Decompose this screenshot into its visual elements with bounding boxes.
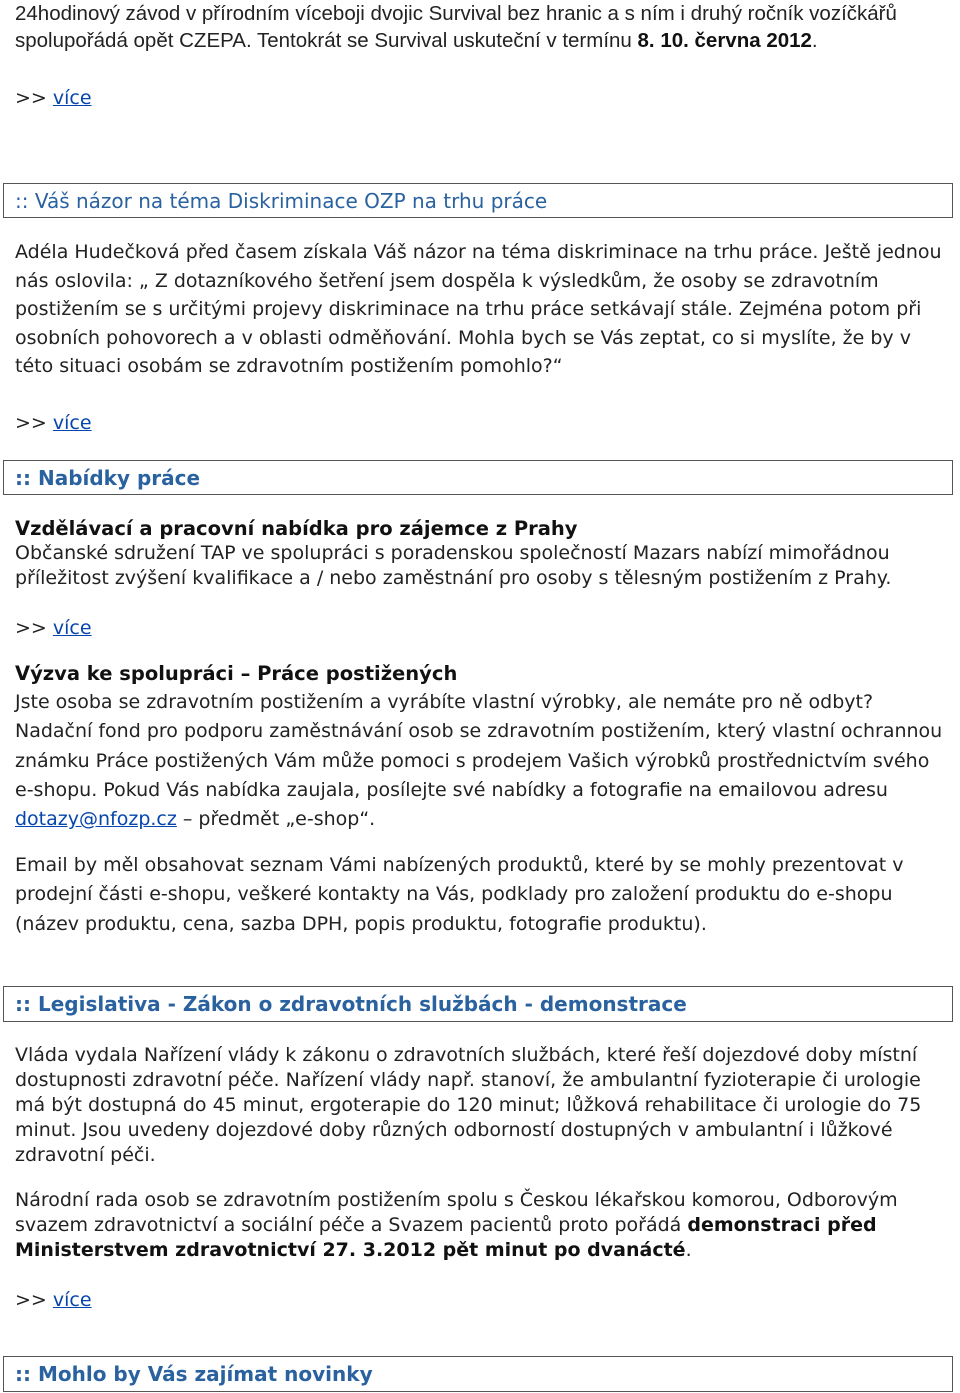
section-header-legislation: [3, 986, 953, 1022]
email-link[interactable]: dotazy@nfozp.cz: [15, 808, 177, 831]
intro-text-end: .: [811, 29, 818, 52]
legislation-paragraph1: Vláda vydala Nařízení vlády k zákonu o zdravotních službách, které řeší dojezdové doby místní dostupnosti zdravotní péče. Nařízení vlády např. stanoví, že ambulantní fyzioterapie či urologie má být dostupná do 45 minut, ergoterapie do 120 minut; lůžková rehabilitace či urologie do 75 minut. Jsou uvedeny dojezdové doby různých odborností dostupných v ambulantní i lůžkové zdravotní péči.: [15, 1044, 922, 1166]
section-header-jobs-text: :: Nabídky práce: [15, 465, 201, 490]
opinion-paragraph: Adéla Hudečková před časem získala Váš názor na téma diskriminace na trhu práce. Ještě jednou nás oslovila: „ Z dotazníkového šetření jsem dospěla k výsledkům, že osoby se zdravotním postižením se s určitými projevy diskriminace na trhu práce setkávají stále. Zejména potom při osobních pohovorech a v oblasti odměňování. Mohla bych se Vás zeptat, co si myslíte, že by v této situaci osobám se zdravotním postižením pomohlo?“: [15, 241, 942, 377]
job2-text-body: Jste osoba se zdravotním postižením a vyrábíte vlastní výrobky, ale nemáte pro ně odbyt? Nadační fond pro podporu zaměstnávání osob se zdravotním postižením, který vlastní ochrannou známku Práce postižených Vám může pomoci s prodejem Vašich výrobků prostřednictvím svého e-shopu. Pokud Vás nabídka zaujala, posílejte své nabídky a fotografie na emailovou adresu: [15, 691, 943, 801]
job2-text: [15, 688, 950, 834]
legislation-paragraph2: [15, 1188, 950, 1263]
intro-date: 8. 10. června 2012: [637, 29, 812, 52]
job1-more-link[interactable]: více: [52, 617, 92, 639]
more-prefix: >>: [15, 1289, 47, 1311]
intro-more-link[interactable]: více: [52, 87, 92, 109]
section-header-jobs: [3, 460, 953, 495]
section-header-news-text: :: Mohlo by Vás zajímat novinky: [15, 1362, 373, 1386]
section-header-legislation-text: :: Legislativa - Zákon o zdravotních službách - demonstrace: [15, 992, 687, 1016]
job1-text: Občanské sdružení TAP ve spolupráci s poradenskou společností Mazars nabízí mimořádnou příležitost zvýšení kvalifikace a / nebo zaměstnání pro osoby s tělesným postižením z Prahy.: [15, 542, 892, 589]
intro-paragraph: [15, 0, 950, 54]
section-header-opinion: [3, 183, 953, 218]
opinion-more-link[interactable]: více: [52, 412, 92, 434]
legislation-more-link[interactable]: více: [52, 1289, 92, 1311]
intro-text: 24hodinový závod v přírodním víceboji dvojic Survival bez hranic a s ním i druhý ročník vozíčkářů spolupořádá opět CZEPA. Tentokrát se Survival uskuteční v termínu: [15, 2, 897, 52]
section-header-news: [3, 1356, 953, 1392]
section-header-opinion-text: :: Váš názor na téma Diskriminace OZP na trhu práce: [15, 188, 548, 213]
legislation-more: [15, 1288, 950, 1313]
more-prefix: >>: [15, 412, 47, 434]
more-prefix: >>: [15, 617, 47, 639]
job2-title: Výzva ke spolupráci – Práce postižených: [15, 662, 458, 685]
job1-title: Vzdělávací a pracovní nabídka pro zájemce z Prahy: [15, 517, 578, 540]
job1-more: [15, 616, 950, 641]
legislation-text: Národní rada osob se zdravotním postižením spolu s Českou lékařskou komorou, Odborovým svazem zdravotnictví a sociální péče a Svazem pacientů proto pořádá: [15, 1189, 898, 1236]
opinion-more: [15, 411, 950, 436]
intro-more: [15, 86, 950, 111]
job2-text-end: – předmět „e-shop“.: [176, 808, 376, 831]
legislation-demonstration: demonstraci před Ministerstvem zdravotnictví 27. 3.2012 pět minut po dvanácté: [15, 1214, 877, 1261]
legislation-text-end: .: [685, 1239, 692, 1261]
more-prefix: >>: [15, 87, 47, 109]
job2-paragraph2: Email by měl obsahovat seznam Vámi nabízených produktů, které by se mohly prezentovat v prodejní části e-shopu, veškeré kontakty na Vás, podklady pro založení produktu do e-shopu (název produktu, cena, sazba DPH, popis produktu, fotografie produktu).: [15, 854, 904, 935]
